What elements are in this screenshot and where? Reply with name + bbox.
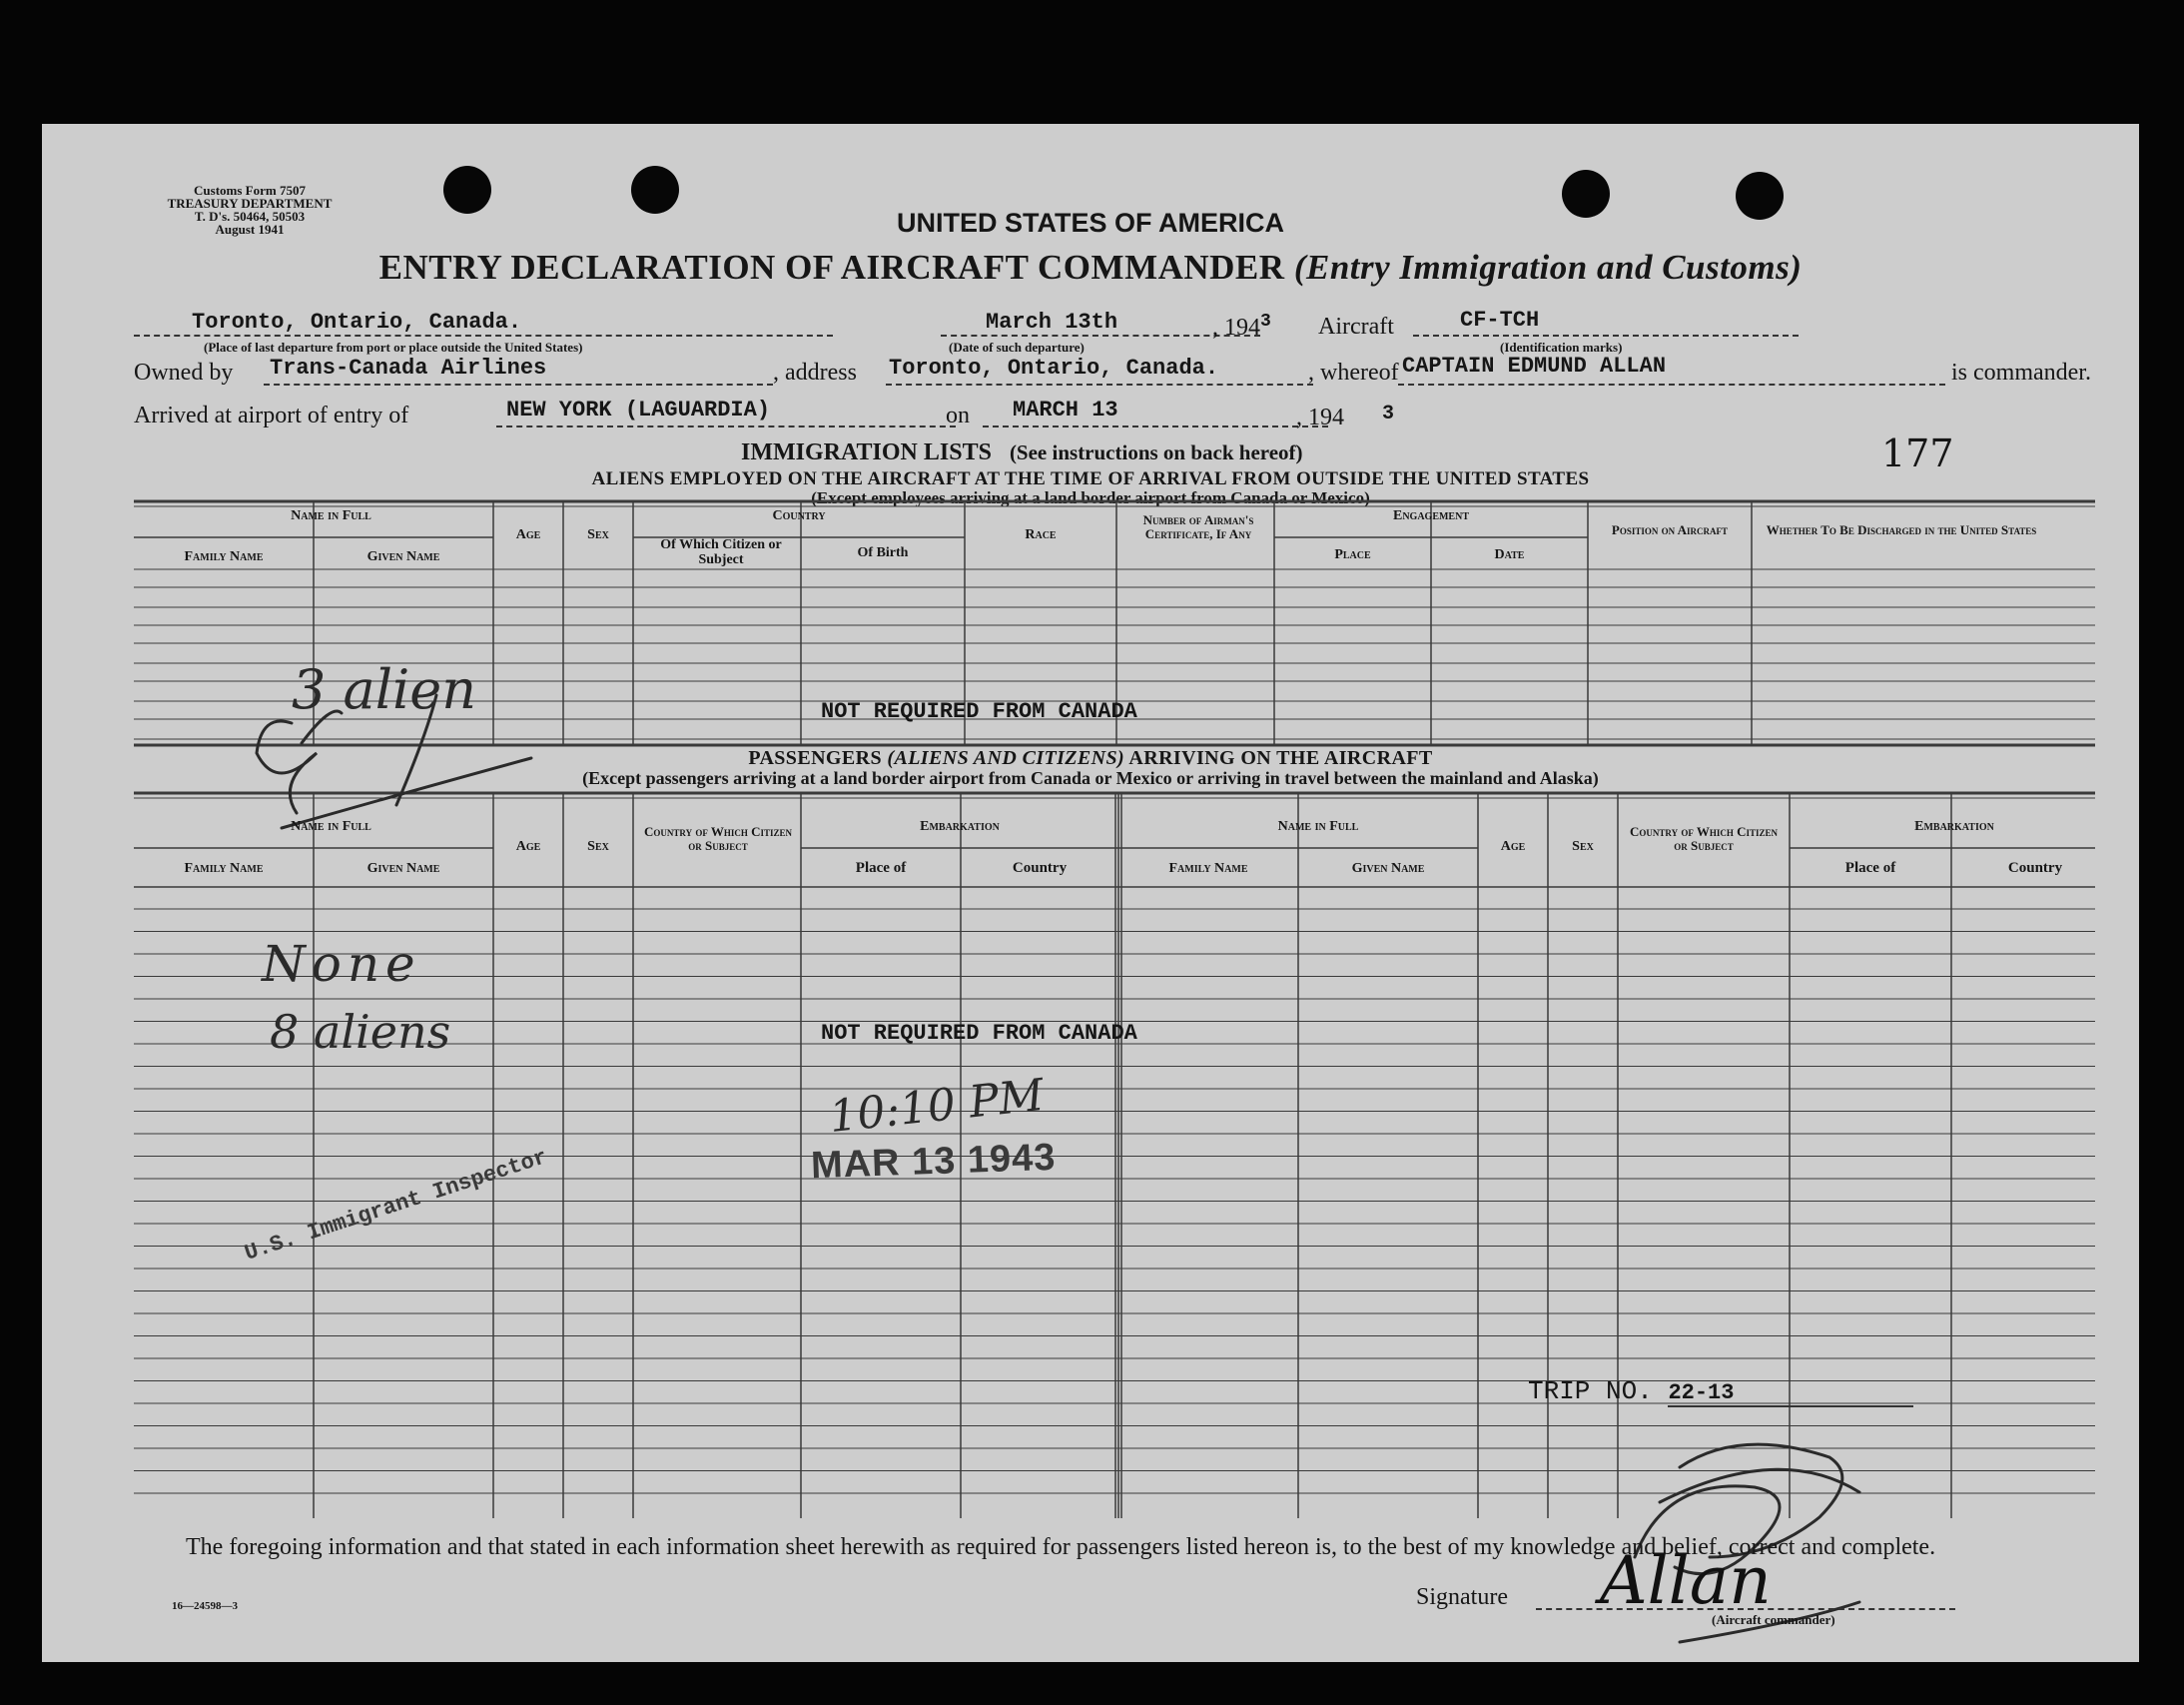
crew-not-required-stamp: NOT REQUIRED FROM CANADA [821, 699, 1137, 724]
td-numbers: T. D's. 50464, 50503 [194, 209, 306, 224]
departure-date-caption: (Date of such departure) [949, 340, 1085, 355]
passengers-handwritten-none: None [262, 935, 421, 993]
crew-header-birth: Of Birth [857, 545, 909, 560]
arrival-label: Arrived at airport of entry of [134, 403, 409, 428]
crew-header-airman-cert: Number of Airman's Certificate, If Any [1142, 512, 1254, 541]
crew-header-family: Family Name [184, 549, 264, 564]
form-serial-number: 177 [1881, 431, 1954, 475]
pass-header-citizen: Country of Which Citizen or Subject [644, 824, 792, 853]
pass-header-country: Country [1012, 860, 1068, 876]
whereof-label: , whereof [1308, 360, 1399, 386]
crew-header-discharged: Whether To Be Discharged in the United States [1766, 522, 2037, 537]
immigrant-inspector-stamp: U.S. Immigrant Inspector [242, 1145, 551, 1267]
pass-header-age-right: Age [1500, 839, 1526, 854]
pass-header-age: Age [515, 839, 541, 854]
crew-header-citizen: Of Which Citizen or Subject [660, 537, 782, 567]
commander-value: CAPTAIN EDMUND ALLAN [1402, 354, 1667, 379]
crew-header-engagement: Engagement [1392, 508, 1469, 523]
owner-value: Trans-Canada Airlines [270, 356, 547, 381]
aircraft-label: Aircraft [1318, 314, 1394, 340]
crew-header-date: Date [1494, 547, 1525, 562]
aircraft-caption: (Identification marks) [1500, 340, 1623, 355]
arrival-airport-value: NEW YORK (LAGUARDIA) [506, 398, 771, 423]
passengers-handwritten-aliens: 8 aliens [270, 1005, 451, 1059]
owner-label: Owned by [134, 360, 234, 386]
pass-header-name-right: Name in Full [1277, 819, 1359, 834]
pass-header-family-right: Family Name [1168, 861, 1248, 876]
departure-date-value: March 13th [986, 310, 1118, 335]
form-number: Customs Form 7507 [194, 183, 306, 198]
passengers-heading [42, 747, 2139, 770]
signature-caption: (Aircraft commander) [1712, 1612, 1835, 1627]
arrival-date-stamp: MAR 13 1943 [810, 1136, 1058, 1188]
trip-number-value: 22-13 [1668, 1380, 1913, 1407]
address-label: , address [773, 360, 857, 386]
pass-header-given: Given Name [366, 861, 440, 876]
passengers-heading-pre: PASSENGERS [748, 747, 888, 769]
departure-place-value: Toronto, Ontario, Canada. [192, 310, 522, 335]
signature-label: Signature [1416, 1584, 1508, 1610]
departure-place-caption: (Place of last departure from port or place outside the United States) [204, 340, 583, 355]
pass-header-citizen-right: Country of Which Citizen or Subject [1630, 824, 1778, 853]
passengers-heading-italic: (ALIENS AND CITIZENS) [887, 747, 1125, 769]
immigration-title: IMMIGRATION LISTS [741, 439, 992, 465]
aircraft-value: CF-TCH [1460, 308, 1540, 333]
arrival-date-value: MARCH 13 [1013, 398, 1118, 423]
crew-header-name: Name in Full [291, 508, 371, 523]
aliens-heading: ALIENS EMPLOYED ON THE AIRCRAFT AT THE TIME OF ARRIVAL FROM OUTSIDE THE UNITED STATES [591, 468, 1590, 489]
immigration-instructions: (See instructions on back hereof) [1009, 440, 1303, 464]
crew-header-country: Country [772, 508, 826, 523]
passenger-table-rules [134, 793, 2095, 1518]
pass-header-country-right: Country [2007, 860, 2063, 876]
pass-header-embarkation-right: Embarkation [1914, 819, 1994, 834]
print-code: 16—24598—3 [172, 1600, 238, 1612]
crew-header-race: Race [1025, 527, 1057, 542]
form-edition: August 1941 [215, 222, 285, 237]
trip-number-label: TRIP NO. [1528, 1376, 1653, 1406]
passengers-not-required-stamp: NOT REQUIRED FROM CANADA [821, 1021, 1137, 1046]
arrival-year: , 194 $^3$ [1296, 403, 1395, 430]
department: TREASURY DEPARTMENT [167, 196, 333, 211]
commander-label: is commander. [1951, 360, 2091, 386]
trip-number [1528, 1376, 1913, 1406]
arrival-on-label: on [946, 403, 970, 428]
crew-header-age: Age [515, 527, 541, 542]
crew-header-position: Position on Aircraft [1611, 522, 1729, 537]
departure-year: , $194^3$ [1212, 312, 1271, 341]
pass-header-place: Place of [855, 860, 907, 876]
pass-header-sex-right: Sex [1572, 839, 1594, 854]
pass-header-given-right: Given Name [1351, 861, 1425, 876]
form-rulings [42, 124, 2139, 1662]
arrival-time-handwritten: 10:10 PM [826, 1069, 1047, 1144]
declaration-form-sheet [42, 124, 2139, 1662]
aliens-subheading: (Except employees arriving at a land border airport from Canada or Mexico) [811, 488, 1370, 507]
country-heading: UNITED STATES OF AMERICA [897, 208, 1284, 238]
pass-header-sex: Sex [587, 839, 609, 854]
pass-header-family: Family Name [184, 861, 264, 876]
commander-signature: Allan [1600, 1542, 1772, 1619]
crew-header-place: Place [1334, 547, 1371, 562]
crew-header-sex: Sex [587, 527, 609, 542]
pass-header-embarkation: Embarkation [920, 819, 1000, 834]
departure-year-digit: 3 [1260, 312, 1271, 332]
certification-text: The foregoing information and that stated in each information sheet herewith as required for passengers listed hereon is, to the best of my knowledge and belief, correct and complete. [186, 1534, 1936, 1560]
pass-header-place-right: Place of [1844, 860, 1896, 876]
owner-address-value: Toronto, Ontario, Canada. [889, 356, 1219, 381]
passengers-heading-post: ARRIVING ON THE AIRCRAFT [1124, 747, 1433, 769]
crew-header-given: Given Name [366, 549, 440, 564]
arrival-year-digit: 3 [1382, 403, 1395, 426]
form-title-main: ENTRY DECLARATION OF AIRCRAFT COMMANDER [378, 248, 1285, 287]
crew-handwritten-note: 3 alien [292, 658, 476, 721]
form-title-italic: (Entry Immigration and Customs) [1293, 248, 1803, 287]
pass-header-name: Name in Full [291, 819, 371, 834]
passengers-subheading: (Except passengers arriving at a land border airport from Canada or Mexico or arriving in travel between the mainland and Alaska) [582, 768, 1599, 788]
